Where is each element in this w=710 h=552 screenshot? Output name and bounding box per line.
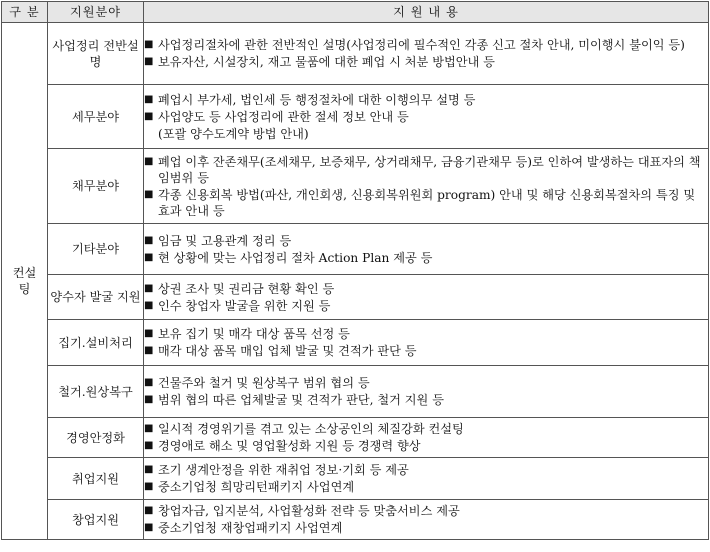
list-item: ■ 경영애로 해소 및 영업활성화 지원 등 경쟁력 향상 [144,439,421,453]
area-cell: 세무분야 [48,85,144,149]
content-cell [144,23,709,85]
support-table [1,1,709,540]
bullet-icon: ■ [144,464,154,475]
list-item: ■ 매각 대상 품목 매입 업체 발굴 및 견적가 판단 등 [144,344,417,358]
list-item: ■ 인수 창업자 발굴을 위한 지원 등 [144,298,331,313]
list-item: ■ 상권 조사 및 권리금 현황 확인 등 [144,281,335,296]
note-text: (포괄 양수도계약 방법 안내) [158,127,309,141]
bullet-icon: ■ [144,440,154,451]
area-cell: 집기.설비처리 [48,320,144,366]
table-row [2,366,709,418]
list-item: ■ 창업자금, 입지분석, 사업활성화 전략 등 맞춤서비스 제공 [144,504,460,518]
table-row [2,149,709,224]
header-content: 지 원 내 용 [144,2,709,23]
bullet-icon: ■ [144,505,154,516]
bullet-icon: ■ [144,377,154,388]
list-item: ■ 중소기업청 재창업패키지 사업연계 [144,521,343,535]
table-row [2,23,709,85]
bullet-icon: ■ [144,56,154,67]
list-item: ■ 사업양도 등 사업정리에 관한 절세 정보 안내 등 [144,110,409,124]
table-row [2,500,709,540]
content-cell [144,85,709,149]
list-item: ■ 보유자산, 시설장치, 재고 물품에 대한 폐업 시 처분 방법안내 등 [144,55,495,69]
table-row [2,275,709,320]
list-item: ■ 조기 생계안정을 위한 재취업 정보·기회 등 제공 [144,463,409,477]
list-item: ■ 건물주와 철거 및 원상복구 범위 협의 등 [144,376,370,390]
content-cell [144,500,709,540]
list-item: ■ 일시적 경영위기를 겪고 있는 소상공인의 체질강화 컨설팅 [144,422,464,436]
list-item: ■ 임금 및 고용관계 정리 등 [144,233,292,248]
area-cell: 창업지원 [48,500,144,540]
list-item: ■ 각종 신용회복 방법(파산, 개인회생, 신용회복위원회 program) 안내 및 해당 신용회복절차의 특징 및 효과 안내 등 [144,187,696,218]
bullet-icon: ■ [144,94,154,105]
content-cell [144,458,709,500]
bullet-icon: ■ [144,423,154,434]
area-cell: 경영안정화 [48,418,144,458]
header-row [2,2,709,23]
content-cell [144,366,709,418]
list-item: ■ 폐업시 부가세, 법인세 등 행정절차에 대한 이행의무 설명 등 [144,93,476,107]
area-cell: 채무분야 [48,149,144,224]
bullet-icon: ■ [144,394,154,405]
list-item: ■ 중소기업청 희망리턴패키지 사업연계 [144,480,355,494]
header-category: 구 분 [2,2,48,23]
bullet-icon: ■ [144,522,154,533]
list-item: ■ 범위 협의 따른 업체발굴 및 견적가 판단, 철거 지원 등 [144,393,444,407]
bullet-icon: ■ [144,188,154,200]
content-cell [144,224,709,275]
category-label: 컨설팅 [12,266,37,296]
table-row [2,320,709,366]
bullet-icon: ■ [144,251,154,263]
bullet-icon: ■ [144,481,154,492]
content-cell [144,418,709,458]
bullet-icon: ■ [144,234,154,246]
area-cell: 철거.원상복구 [48,366,144,418]
header-area: 지원분야 [48,2,144,23]
content-cell [144,320,709,366]
area-cell: 사업정리 전반설명 [48,23,144,85]
area-cell: 양수자 발굴 지원 [48,275,144,320]
bullet-icon: ■ [144,111,154,122]
table-row [2,458,709,500]
table-row [2,418,709,458]
bullet-icon: ■ [144,39,154,50]
bullet-icon: ■ [144,328,154,339]
list-item: ■ 사업정리절차에 관한 전반적인 설명(사업정리에 필수적인 각종 신고 절차 안내, 미이행시 불이익 등) [144,38,685,52]
table-row [2,85,709,149]
area-cell: 기타분야 [48,224,144,275]
table-row [2,224,709,275]
bullet-icon: ■ [144,282,154,294]
bullet-icon: ■ [144,155,154,167]
bullet-icon: ■ [144,345,154,356]
area-cell: 취업지원 [48,458,144,500]
bullet-icon: ■ [144,299,154,311]
content-cell [144,149,709,224]
list-item: ■ 현 상황에 맞는 사업정리 절차 Action Plan 제공 등 [144,250,433,265]
list-item: ■ 폐업 이후 잔존채무(조세채무, 보증채무, 상거래채무, 금융기관채무 등)로 인하여 발생하는 대표자의 책임범위 등 [144,154,701,185]
content-cell [144,275,709,320]
category-cell [2,23,48,540]
list-item: ■ 보유 집기 및 매각 대상 품목 선정 등 [144,327,350,341]
